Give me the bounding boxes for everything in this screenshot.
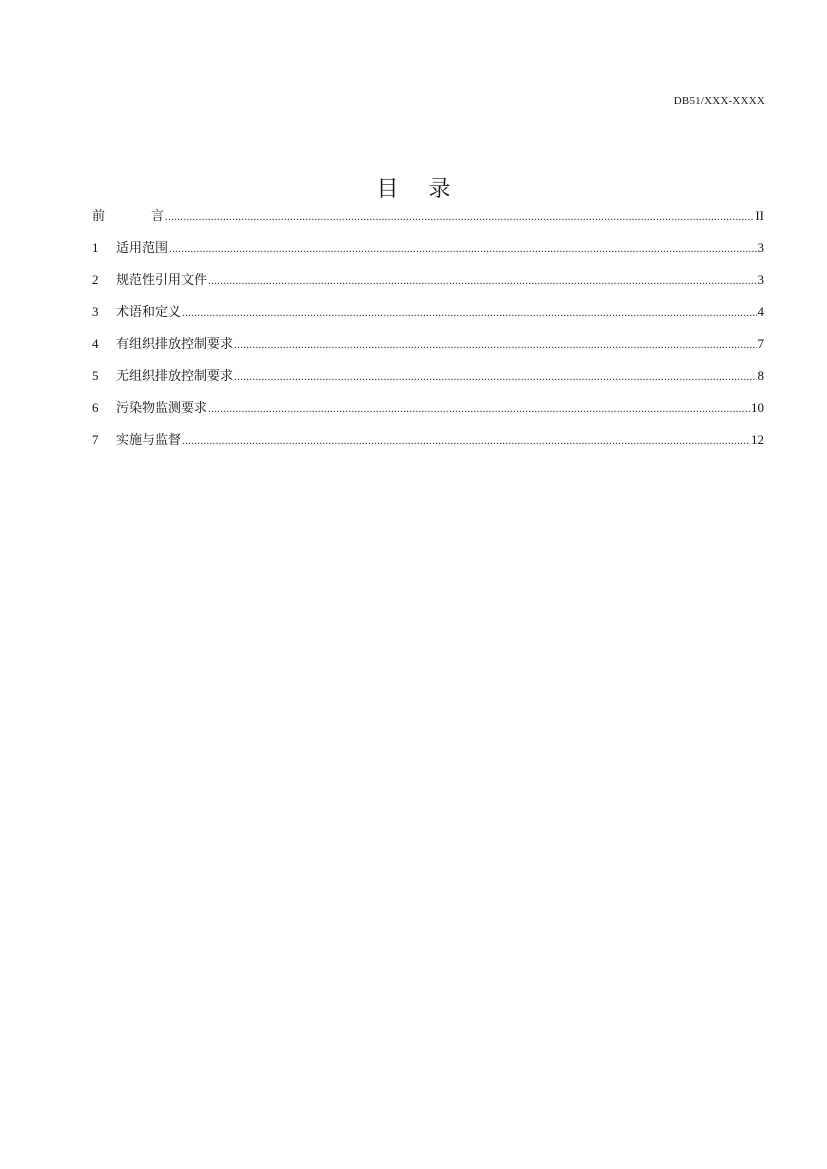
document-code: DB51/XXX-XXXX [673,95,765,107]
toc-entry-label: 适用范围 [116,241,169,256]
toc-entry-label: 实施与监督 [116,433,182,448]
toc-title-char-1: 目 [376,177,399,202]
toc-title-char-2: 录 [428,177,451,202]
toc-entry-page: 10 [751,400,764,415]
toc-entry-number: 7 [92,432,99,447]
toc-dot-leader [234,335,756,355]
toc-entry-page: 8 [757,368,764,383]
toc-entry-label [92,207,164,227]
toc-entry-preface[interactable] [92,206,764,238]
preface-char-2: 言 [151,209,165,224]
toc-entry-4[interactable] [92,334,764,366]
toc-entry-1[interactable] [92,238,764,270]
toc-title [0,172,827,203]
toc-entry-label: 有组织排放控制要求 [116,337,234,352]
toc-entry-7[interactable] [92,430,764,462]
toc-entry-number: 3 [92,304,99,319]
toc-dot-leader [169,239,756,259]
toc-entry-page: II [755,208,764,223]
toc-entry-number: 6 [92,400,99,415]
toc-entry-number: 1 [92,240,99,255]
toc-entry-6[interactable] [92,398,764,430]
toc-entry-page: 4 [757,304,764,319]
toc-entry-page: 3 [757,272,764,287]
toc-dot-leader [208,271,756,291]
toc-entry-page: 12 [751,432,764,447]
preface-char-1: 前 [92,209,106,224]
toc-dot-leader [165,207,754,227]
toc-entry-5[interactable] [92,366,764,398]
toc-dot-leader [234,367,756,387]
toc-entry-label: 术语和定义 [116,305,182,320]
toc-entry-2[interactable] [92,270,764,302]
toc-entry-number: 2 [92,272,99,287]
toc-dot-leader [182,431,750,451]
toc-entry-number: 4 [92,336,99,351]
toc-dot-leader [208,399,750,419]
toc-entry-3[interactable] [92,302,764,334]
toc-entry-page: 7 [757,336,764,351]
table-of-contents [92,206,764,462]
toc-entry-page: 3 [757,240,764,255]
toc-entry-number: 5 [92,368,99,383]
toc-entry-label: 无组织排放控制要求 [116,369,234,384]
toc-dot-leader [182,303,756,323]
toc-entry-label: 污染物监测要求 [116,401,208,416]
toc-entry-label: 规范性引用文件 [116,273,208,288]
